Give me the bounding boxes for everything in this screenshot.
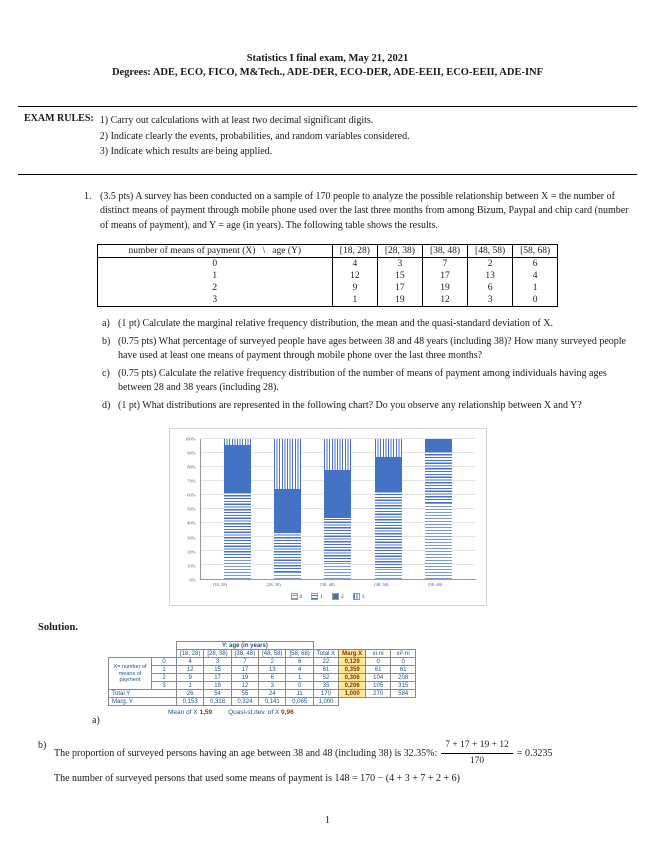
solution-count-cell: 15 xyxy=(204,666,231,674)
freq-corner-cell: number of means of payment (X) \ age (Y) xyxy=(97,245,332,258)
solution-x-value: 0 xyxy=(152,658,177,666)
solution-count-cell: 0 xyxy=(286,682,313,690)
solution-count-cell: 7 xyxy=(231,658,258,666)
solution-data-row xyxy=(109,682,416,690)
chart-bars xyxy=(201,439,476,579)
solution-age-header: [28, 38) xyxy=(204,650,231,658)
y-tick-label: 90% xyxy=(187,450,196,456)
solution-x2n-cell: 208 xyxy=(391,674,416,682)
bar-segment-series-1 xyxy=(274,533,301,572)
solution-x2n-cell: 61 xyxy=(391,666,416,674)
solution-extra-header: xi·ni xyxy=(366,650,391,658)
solution-total-cell: 52 xyxy=(313,674,338,682)
stacked-bar xyxy=(324,439,351,579)
stacked-bar xyxy=(274,439,301,579)
solution-data-row xyxy=(109,666,416,674)
solution-header-row-2 xyxy=(109,650,416,658)
legend-item xyxy=(332,593,344,600)
bar-segment-series-2 xyxy=(274,489,301,533)
freq-count-cell: 3 xyxy=(468,294,513,307)
solution-count-cell: 19 xyxy=(231,674,258,682)
solution-count-cell: 4 xyxy=(286,666,313,674)
freq-x-value: 1 xyxy=(97,270,332,282)
solution-margy-cell: 0,324 xyxy=(231,698,258,706)
freq-count-cell: 7 xyxy=(422,258,467,271)
solution-x-header: X= number of means of payment xyxy=(109,658,152,690)
bar-segment-series-1 xyxy=(324,518,351,561)
legend-item xyxy=(311,593,323,600)
legend-swatch xyxy=(291,593,298,600)
y-tick-label: 0% xyxy=(189,577,196,583)
bar-segment-series-1 xyxy=(375,492,402,568)
solution-count-cell: 17 xyxy=(204,674,231,682)
legend-item xyxy=(291,593,303,600)
freq-count-cell: 2 xyxy=(468,258,513,271)
part-a-text: Calculate the marginal relative frequency distribution, the mean and the quasi-standard deviation of X. xyxy=(142,318,553,330)
stacked-bar xyxy=(224,439,251,579)
solution-margy-cell: 0,153 xyxy=(177,698,204,706)
stacked-bar xyxy=(375,439,402,579)
solution-x2n-total: 584 xyxy=(391,690,416,698)
solution-age-header: [48, 58) xyxy=(259,650,286,658)
part-c-text: Calculate the relative frequency distribution of the number of means of payment among individuals having ages between 28 and 38 years (including 28). xyxy=(118,367,607,394)
freq-data-row xyxy=(97,294,557,307)
solution-x2n-cell: 315 xyxy=(391,682,416,690)
solution-total-cell: 11 xyxy=(286,690,313,698)
exam-rules-box xyxy=(18,106,637,175)
legend-swatch xyxy=(353,593,360,600)
solution-header-row-1 xyxy=(109,642,416,650)
category-label: [58, 68) xyxy=(428,582,443,588)
bar-segment-series-0 xyxy=(324,562,351,580)
solution-marg-cell: 0,129 xyxy=(339,658,366,666)
freq-count-cell: 6 xyxy=(468,282,513,294)
solution-x-value: 2 xyxy=(152,674,177,682)
question-1 xyxy=(84,190,637,234)
solution-count-cell: 6 xyxy=(286,658,313,666)
question-points: (3.5 pts) xyxy=(100,190,134,202)
legend-label: 2 xyxy=(341,593,344,600)
solution-data-row xyxy=(109,658,416,666)
sd-value: 0,96 xyxy=(281,709,294,717)
fraction-denominator: 170 xyxy=(469,755,485,766)
solution-count-cell: 3 xyxy=(259,682,286,690)
freq-age-header: [18, 28) xyxy=(332,245,377,258)
solution-b-block xyxy=(38,738,637,786)
freq-data-row xyxy=(97,258,557,271)
solution-marg-cell: 0,306 xyxy=(339,674,366,682)
solution-xn-cell: 104 xyxy=(366,674,391,682)
solution-age-header: [58, 68) xyxy=(286,650,313,658)
freq-count-cell: 19 xyxy=(422,282,467,294)
solution-count-cell: 3 xyxy=(204,658,231,666)
category-label: [38, 48) xyxy=(320,582,335,588)
part-c-points: (0.75 pts) xyxy=(118,367,157,379)
freq-x-value: 2 xyxy=(97,282,332,294)
solution-total-cell: 26 xyxy=(177,690,204,698)
solution-marg-cell: 0,206 xyxy=(339,682,366,690)
solution-xn-cell: 0 xyxy=(366,658,391,666)
freq-age-header: [58, 68) xyxy=(513,245,558,258)
legend-label: 0 xyxy=(299,593,303,600)
freq-count-cell: 17 xyxy=(422,270,467,282)
solution-total-cell: 24 xyxy=(259,690,286,698)
solution-total-cell: 54 xyxy=(204,690,231,698)
freq-count-cell: 19 xyxy=(377,294,422,307)
solution-xn-cell: 105 xyxy=(366,682,391,690)
bar-segment-series-0 xyxy=(274,572,301,580)
solution-count-cell: 1 xyxy=(177,682,204,690)
y-tick-label: 20% xyxy=(187,548,196,554)
frequency-table xyxy=(97,244,558,307)
bar-segment-series-3 xyxy=(324,439,351,470)
fraction-numerator: 7 + 17 + 19 + 12 xyxy=(441,738,513,753)
bar-segment-series-3 xyxy=(274,439,301,488)
exam-rule-2: 2) Indicate clearly the events, probabilities, and random variables considered. xyxy=(99,130,410,142)
chart-plot-area xyxy=(200,439,476,580)
bar-segment-series-1 xyxy=(224,493,251,558)
part-d-points: (1 pt) xyxy=(118,399,140,411)
freq-count-cell: 6 xyxy=(513,258,558,271)
fraction xyxy=(441,738,513,768)
part-b-points: (0.75 pts) xyxy=(118,335,157,347)
solution-count-cell: 4 xyxy=(177,658,204,666)
category-label: [18, 28) xyxy=(212,582,227,588)
solution-margy-cell: 0,141 xyxy=(259,698,286,706)
bar-segment-series-0 xyxy=(425,503,452,579)
solution-count-cell: 12 xyxy=(177,666,204,674)
bar-segment-series-3 xyxy=(375,439,402,457)
freq-count-cell: 15 xyxy=(377,270,422,282)
sd-label: Quasi-st.dev. of X xyxy=(228,709,280,717)
bar-segment-series-2 xyxy=(425,439,452,452)
legend-label: 3 xyxy=(361,593,365,600)
exam-rule-1: 1) Carry out calculations with at least two decimal significant digits. xyxy=(99,115,374,127)
solution-a-label: a) xyxy=(92,715,100,727)
solution-extra-header: Total X xyxy=(313,650,338,658)
part-d-text: What distributions are represented in the following chart? Do you observe any relationship between X and Y? xyxy=(142,399,582,411)
solution-total-cell: 22 xyxy=(313,658,338,666)
chart-y-axis xyxy=(180,436,198,583)
exam-title: Statistics I final exam, May 21, 2021 xyxy=(246,53,409,64)
y-tick-label: 80% xyxy=(187,464,196,470)
solution-age-header: [38, 48) xyxy=(231,650,258,658)
solution-x-value: 1 xyxy=(152,666,177,674)
exam-rules-list xyxy=(100,113,410,160)
freq-header-row xyxy=(97,245,557,258)
part-a-points: (1 pt) xyxy=(118,318,140,330)
solution-count-cell: 6 xyxy=(259,674,286,682)
solution-total-cell: 55 xyxy=(231,690,258,698)
solution-a-block xyxy=(92,641,498,727)
solution-total-cell: 35 xyxy=(313,682,338,690)
solution-total-cell: 61 xyxy=(313,666,338,674)
freq-count-cell: 1 xyxy=(332,294,377,307)
freq-data-row xyxy=(97,270,557,282)
legend-swatch xyxy=(332,593,339,600)
solution-xn-cell: 61 xyxy=(366,666,391,674)
freq-age-header: [48, 58) xyxy=(468,245,513,258)
solution-x2n-cell: 0 xyxy=(391,658,416,666)
legend-item xyxy=(353,593,365,600)
freq-x-value: 0 xyxy=(97,258,332,271)
freq-data-row xyxy=(97,282,557,294)
freq-count-cell: 12 xyxy=(332,270,377,282)
solution-marg-label: Marg. Y xyxy=(109,698,177,706)
stacked-bar xyxy=(425,439,452,579)
solution-summary xyxy=(168,709,498,716)
category-label: [48, 58) xyxy=(374,582,389,588)
solution-count-cell: 12 xyxy=(231,682,258,690)
mean-value: 1,59 xyxy=(199,709,213,717)
chart-categories xyxy=(180,582,476,587)
bar-segment-series-0 xyxy=(224,558,251,580)
category-label: [28, 38) xyxy=(266,582,281,588)
legend-label: 1 xyxy=(320,593,323,600)
exam-rules-label: EXAM RULES: xyxy=(24,113,94,125)
solution-b-result: = 0.3235 xyxy=(516,747,553,759)
y-tick-label: 60% xyxy=(187,492,196,498)
solution-count-cell: 9 xyxy=(177,674,204,682)
solution-count-cell: 17 xyxy=(231,666,258,674)
solution-b-lead: The proportion of surveyed persons having an age between 38 and 48 (including 38) is 32.35%: xyxy=(54,747,438,759)
solution-grand-total: 170 xyxy=(313,690,338,698)
bar-segment-series-2 xyxy=(324,470,351,518)
solution-margy-cell: 0,318 xyxy=(204,698,231,706)
y-tick-label: 40% xyxy=(187,520,196,526)
solution-extra-header: Marg X xyxy=(339,650,366,658)
part-a: a) (1 pt) Calculate the marginal relative frequency distribution, the mean and the quasi-standard deviation of X. xyxy=(102,318,553,330)
part-b-text: What percentage of surveyed people have ages between 38 and 48 years (including 38)? How many surveyed people have used at least one means of payment through mobile phone over the last three months? xyxy=(118,335,626,362)
solution-margy-total: 1,000 xyxy=(313,698,338,706)
y-tick-label: 30% xyxy=(187,534,196,540)
freq-age-header: [38, 48) xyxy=(422,245,467,258)
solution-extra-header: xi²·ni xyxy=(391,650,416,658)
solution-marg-row xyxy=(109,698,416,706)
freq-count-cell: 12 xyxy=(422,294,467,307)
part-c: c) (0.75 pts) Calculate the relative frequency distribution of the number of means of payment among individuals having ages between 28 and 38 years (including 28). xyxy=(102,367,607,394)
freq-count-cell: 1 xyxy=(513,282,558,294)
question-number: 1. xyxy=(84,190,92,202)
solution-b-label: b) xyxy=(38,740,47,752)
solution-heading: Solution. xyxy=(38,622,78,634)
freq-count-cell: 0 xyxy=(513,294,558,307)
question-parts xyxy=(102,317,637,416)
solution-marg-cell: 0,359 xyxy=(339,666,366,674)
exam-rule-3: 3) Indicate which results are being applied. xyxy=(99,146,273,158)
mean-label: Mean of X xyxy=(168,709,198,717)
freq-count-cell: 4 xyxy=(332,258,377,271)
solution-count-cell: 1 xyxy=(286,674,313,682)
solution-table xyxy=(108,641,416,706)
solution-count-cell: 19 xyxy=(204,682,231,690)
chart-legend xyxy=(180,593,476,600)
y-tick-label: 50% xyxy=(187,506,196,512)
freq-count-cell: 13 xyxy=(468,270,513,282)
solution-x-value: 3 xyxy=(152,682,177,690)
freq-count-cell: 3 xyxy=(377,258,422,271)
part-b: b) (0.75 pts) What percentage of surveyed people have ages between 38 and 48 years (including 38)? How many surveyed people have used at least one means of payment through mobile phone over the last three months? xyxy=(102,335,626,362)
solution-marg-total: 1,000 xyxy=(339,690,366,698)
bar-segment-series-2 xyxy=(224,445,251,493)
question-intro: (3.5 pts) A survey has been conducted on a sample of 170 people to analyze the possible relationship between X = the number of distinct means of payment through mobile phone used over the last three months from among Bizum, Paypal and chip card (number of means of payment), and Y = age (in years). The following table shows the results. xyxy=(100,190,629,231)
y-tick-label: 70% xyxy=(187,478,196,484)
bar-segment-series-1 xyxy=(425,452,452,503)
freq-count-cell: 9 xyxy=(332,282,377,294)
solution-count-cell: 2 xyxy=(259,658,286,666)
solution-xn-total: 270 xyxy=(366,690,391,698)
part-d: d) (1 pt) What distributions are represented in the following chart? Do you observe any relationship between X and Y? xyxy=(102,399,582,411)
bar-segment-series-2 xyxy=(375,457,402,492)
y-tick-label: 100% xyxy=(185,436,196,442)
bar-segment-series-0 xyxy=(375,568,402,580)
solution-total-row xyxy=(109,690,416,698)
degrees-line: Degrees: ADE, ECO, FICO, M&Tech., ADE-DER, ECO-DER, ADE-EEII, ECO-EEII, ADE-INF xyxy=(111,67,544,79)
solution-age-header: [18, 28) xyxy=(177,650,204,658)
y-tick-label: 10% xyxy=(187,563,196,568)
freq-x-value: 3 xyxy=(97,294,332,307)
solution-y-header: Y: age (in years) xyxy=(177,642,314,650)
freq-count-cell: 17 xyxy=(377,282,422,294)
stacked-bar-chart xyxy=(169,428,487,606)
solution-margy-cell: 0,065 xyxy=(286,698,313,706)
solution-data-row xyxy=(109,674,416,682)
solution-total-label: Total Y xyxy=(109,690,177,698)
legend-swatch xyxy=(311,593,318,600)
solution-b-line2: The number of surveyed persons that used some means of payment is 148 = 170 − (4 + 3 + 7 + 2 + 6) xyxy=(54,772,460,784)
solution-count-cell: 13 xyxy=(259,666,286,674)
page-number: 1 xyxy=(325,815,330,826)
freq-age-header: [28, 38) xyxy=(377,245,422,258)
freq-count-cell: 4 xyxy=(513,270,558,282)
